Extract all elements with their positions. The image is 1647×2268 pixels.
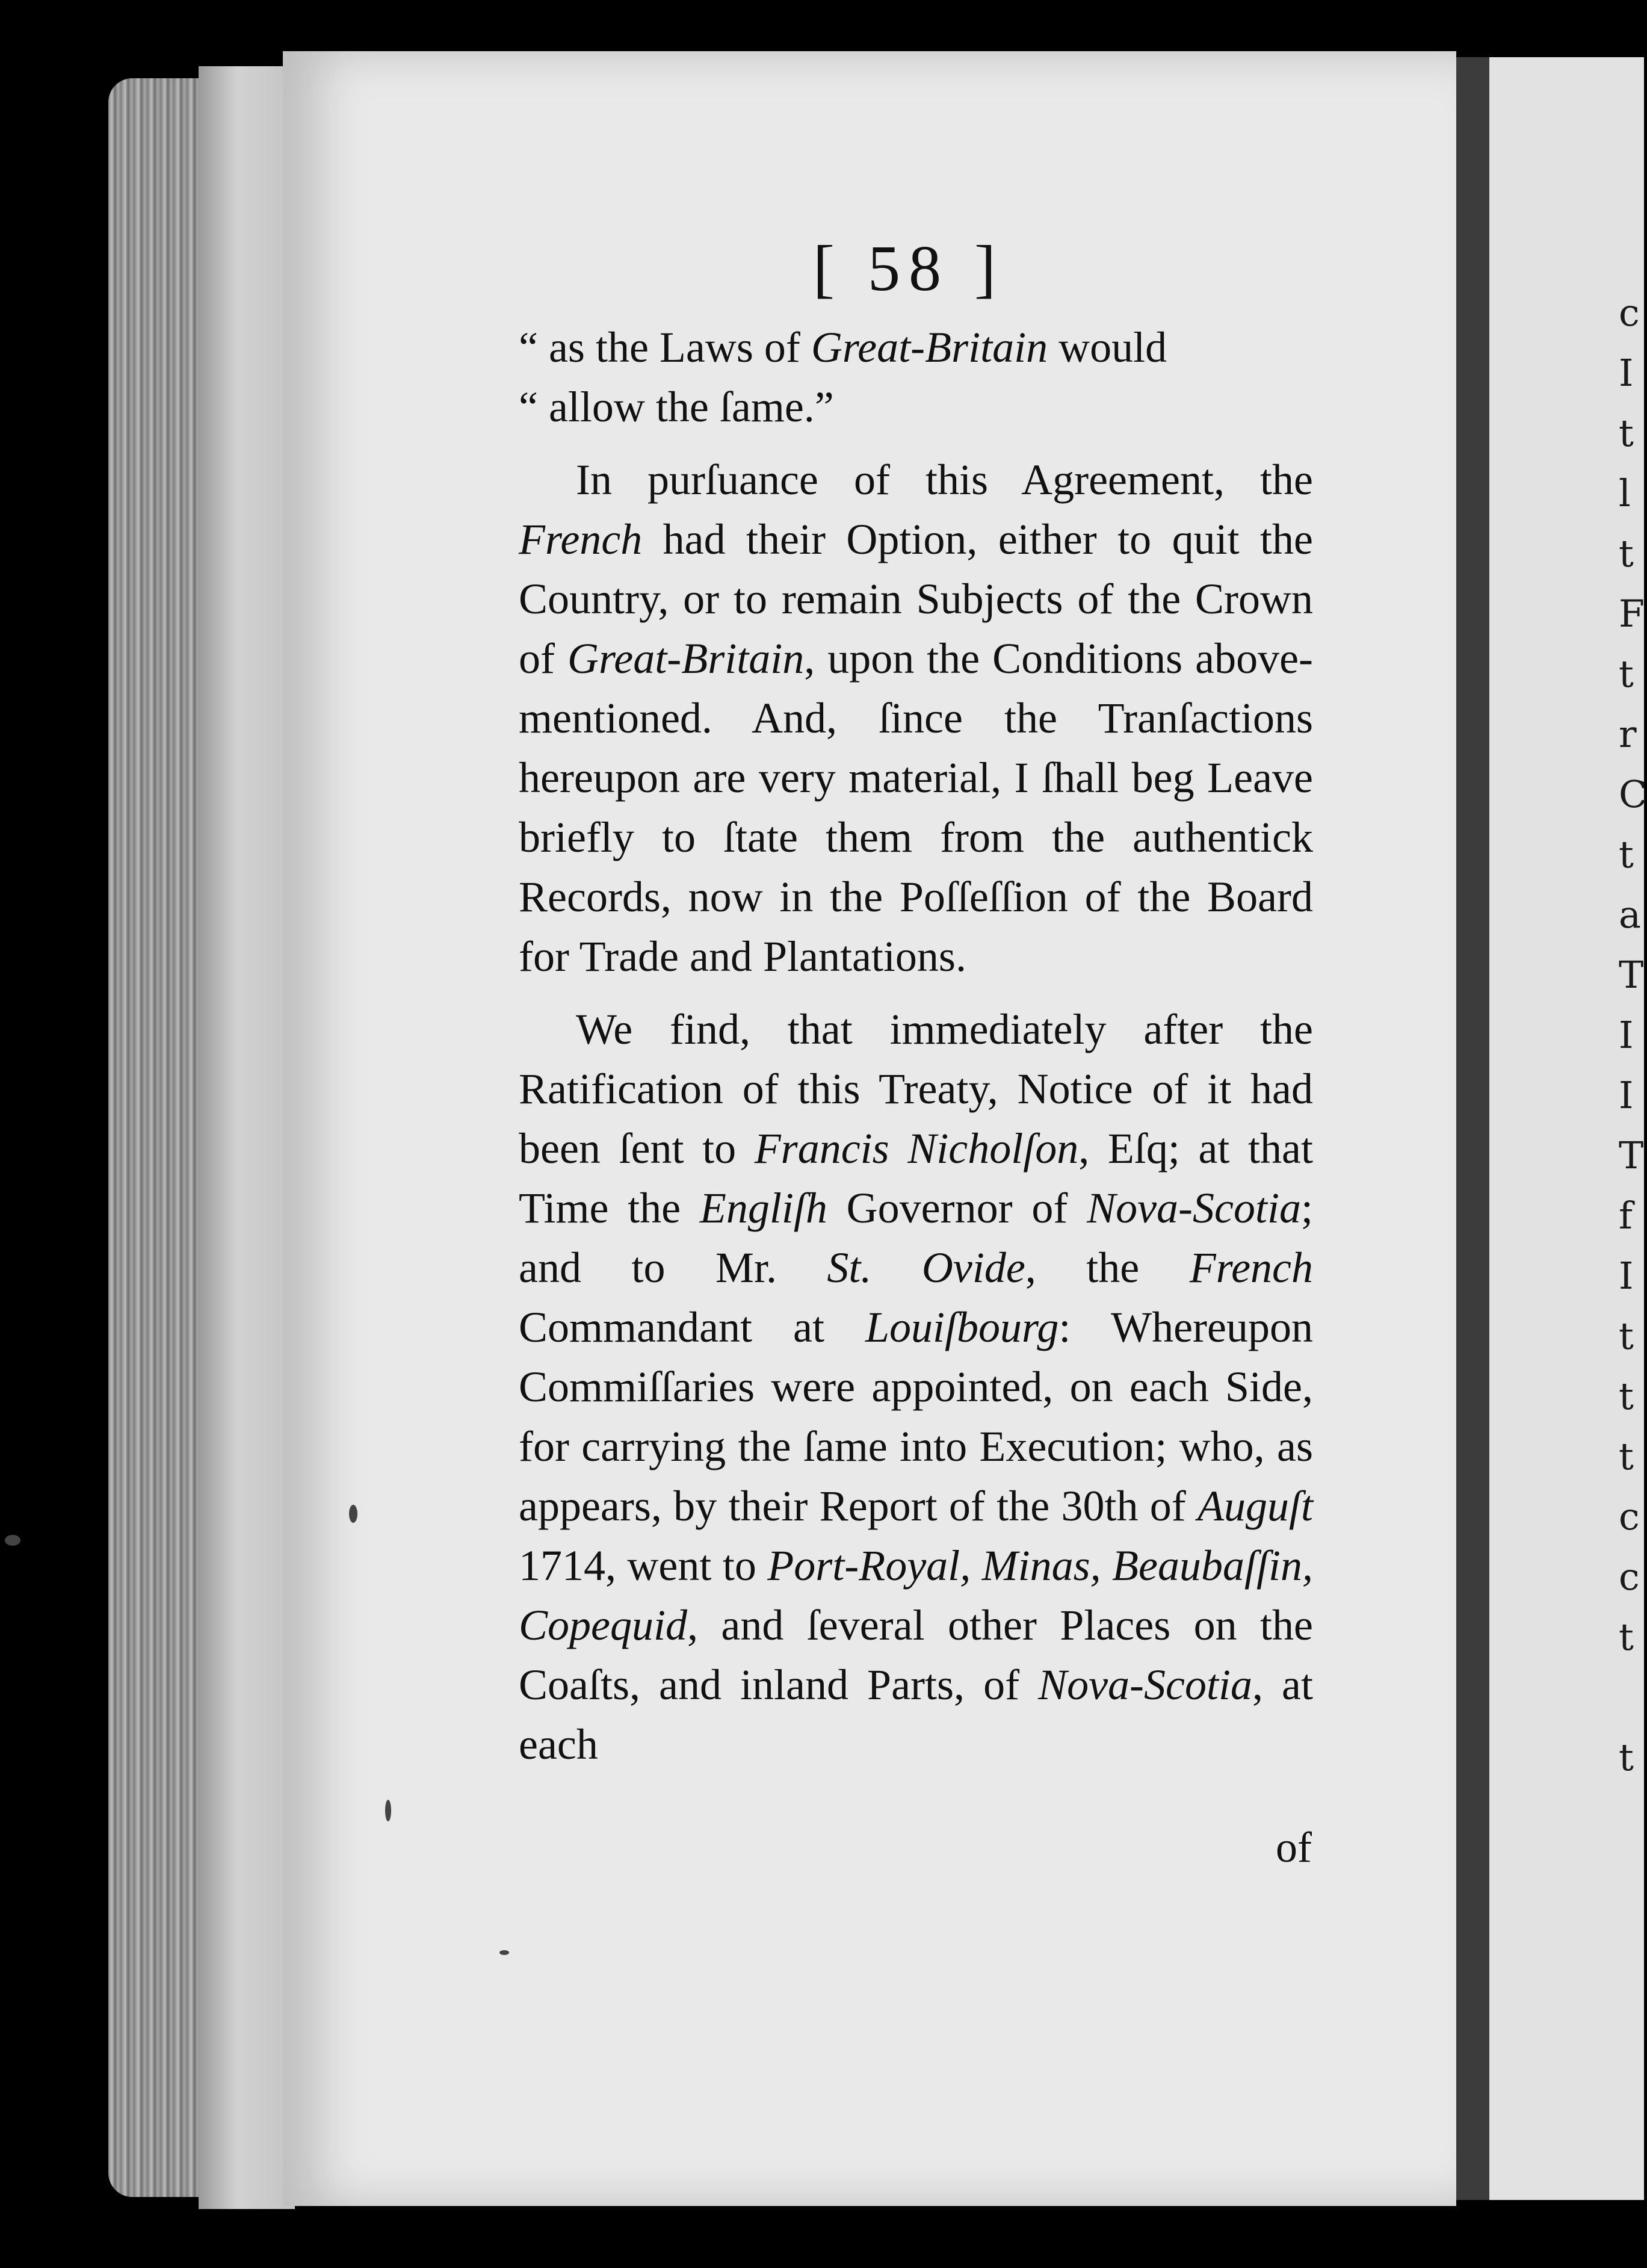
italic-run: French [1189,1244,1313,1292]
paragraph-1 [519,450,1313,987]
text-run: would [1048,323,1167,371]
paragraph-2 [519,1000,1313,1774]
italic-run: Nova-Scotia [1038,1661,1252,1709]
text-run: Governor of [827,1184,1087,1232]
text-run: 1714, went to [519,1541,768,1590]
italic-run: Great-Britain [567,634,805,683]
text-run: In purſuance of this Agreement, the [576,456,1313,504]
page-edges-inner [199,66,295,2209]
facing-page-edge-letters: c I t l t F t r C t a T I I T f I t t t c c t t [1619,291,1647,1779]
quote-line-2 [519,377,1313,437]
italic-run: Nova-Scotia [1087,1184,1301,1232]
text-run: We find, that immediately after the Ratification of this Treaty, Notice of it had been ſent to [519,1005,1313,1173]
text-run: had their Option, either to quit the Country, or to remain Subjects of the Crown of [519,515,1313,683]
text-run: , Eſq; at that Time the [519,1124,1313,1232]
italic-run: Engliſh [699,1184,827,1232]
text-run: : Whereupon Commiſſaries were appointed, on each Side, for carrying the ſame into Execution; who, as appears, by their Report of the 30th of [519,1303,1313,1530]
ink-speck [5,1535,20,1546]
page-number: [ 58 ] [813,233,1004,305]
body-text [519,318,1313,1774]
ink-speck [349,1505,357,1523]
quote-line-1 [519,318,1313,377]
text-run: “ as the Laws of [519,323,811,371]
italic-run: French [519,515,643,563]
ink-speck [385,1800,391,1821]
text-run: , and ſeveral other Places on the Coaſts, and inland Parts, of [519,1601,1313,1709]
italic-run: Port-Royal, Minas, Beaubaſſin, Copequid [519,1541,1313,1649]
italic-run: St. Ovide [827,1244,1025,1292]
italic-run: Auguſt [1197,1482,1313,1530]
text-run: ; and to Mr. [519,1184,1314,1292]
ink-speck [499,1950,509,1955]
italic-run: Great-Britain [811,323,1048,371]
text-run: Commandant at [519,1303,865,1351]
text-run: , the [1025,1244,1190,1292]
text-run: , upon the Conditions above-mentioned. And, ſince the Tranſactions hereupon are very material, I ſhall beg Leave briefly to ſtate them from the authentick Records, now in the Poſſeſſion of the Board for Trade and Plantations. [519,634,1314,981]
text-run: , at each [519,1661,1313,1768]
catchword: of [1276,1823,1312,1871]
text-run: “ allow the ſame.” [519,383,834,431]
book-gutter [1456,57,1492,2200]
italic-run: Francis Nicholſon [754,1124,1079,1173]
italic-run: Louiſbourg [865,1303,1059,1351]
